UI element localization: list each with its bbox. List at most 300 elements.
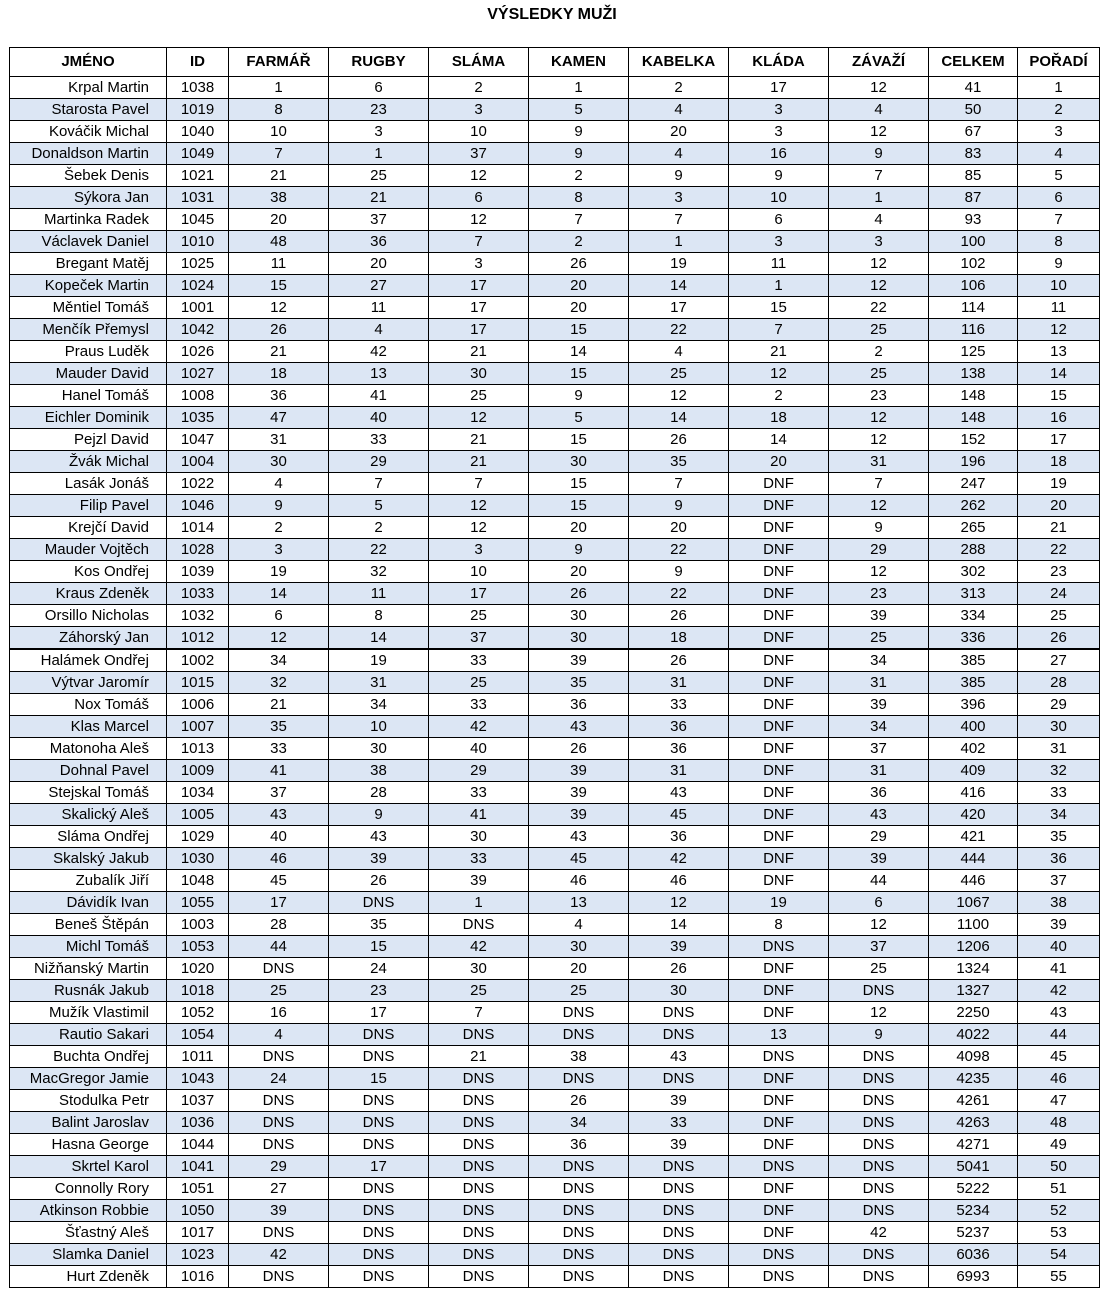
cell-klada: DNF [729,716,829,738]
table-row [10,738,1100,760]
cell-id: 1037 [167,1090,229,1112]
cell-slama: 30 [429,826,529,848]
cell-name: Martinka Radek [10,209,167,231]
table-row [10,495,1100,517]
cell-klada: DNS [729,1046,829,1068]
cell-kabelka: 22 [629,319,729,341]
cell-kamen: 5 [529,99,629,121]
cell-poradi: 8 [1018,231,1100,253]
cell-poradi: 49 [1018,1134,1100,1156]
cell-klada: DNF [729,738,829,760]
cell-kabelka: 9 [629,495,729,517]
cell-id: 1004 [167,451,229,473]
cell-klada: DNF [729,539,829,561]
cell-kabelka: 35 [629,451,729,473]
cell-name: Filip Pavel [10,495,167,517]
cell-kamen: 15 [529,363,629,385]
table-row [10,561,1100,583]
cell-id: 1046 [167,495,229,517]
cell-kabelka: 4 [629,99,729,121]
cell-zavazi: 22 [829,297,929,319]
cell-kabelka: 20 [629,121,729,143]
table-row [10,980,1100,1002]
cell-kabelka: 9 [629,165,729,187]
cell-rugby: 6 [329,77,429,99]
cell-poradi: 1 [1018,77,1100,99]
cell-id: 1008 [167,385,229,407]
cell-id: 1041 [167,1156,229,1178]
cell-kabelka: 39 [629,1134,729,1156]
cell-klada: DNS [729,1244,829,1266]
cell-id: 1027 [167,363,229,385]
cell-slama: 25 [429,672,529,694]
cell-id: 1052 [167,1002,229,1024]
cell-kamen: DNS [529,1024,629,1046]
cell-zavazi: 2 [829,341,929,363]
cell-rugby: 38 [329,760,429,782]
cell-name: MacGregor Jamie [10,1068,167,1090]
cell-zavazi: 31 [829,451,929,473]
cell-zavazi: 4 [829,209,929,231]
cell-poradi: 11 [1018,297,1100,319]
cell-poradi: 35 [1018,826,1100,848]
table-row [10,99,1100,121]
cell-farmar: 20 [229,209,329,231]
cell-poradi: 25 [1018,605,1100,627]
cell-slama: 17 [429,319,529,341]
cell-kamen: 39 [529,782,629,804]
cell-kamen: 26 [529,738,629,760]
cell-rugby: DNS [329,1090,429,1112]
cell-poradi: 20 [1018,495,1100,517]
cell-rugby: 29 [329,451,429,473]
cell-name: Kopeček Martin [10,275,167,297]
column-header-farmar: FARMÁŘ [229,48,329,77]
cell-zavazi: 36 [829,782,929,804]
cell-slama: 33 [429,848,529,870]
cell-rugby: 39 [329,848,429,870]
cell-poradi: 55 [1018,1266,1100,1288]
cell-celkem: 5041 [929,1156,1018,1178]
cell-kamen: 43 [529,826,629,848]
cell-kamen: 8 [529,187,629,209]
table-row [10,958,1100,980]
cell-celkem: 6036 [929,1244,1018,1266]
cell-kamen: 43 [529,716,629,738]
cell-kabelka: 22 [629,539,729,561]
cell-poradi: 22 [1018,539,1100,561]
cell-rugby: DNS [329,892,429,914]
cell-celkem: 409 [929,760,1018,782]
cell-klada: 14 [729,429,829,451]
cell-klada: DNF [729,826,829,848]
cell-poradi: 36 [1018,848,1100,870]
table-row [10,649,1100,672]
cell-farmar: 4 [229,473,329,495]
cell-kamen: 30 [529,605,629,627]
cell-kamen: 5 [529,407,629,429]
cell-slama: 10 [429,561,529,583]
cell-kamen: DNS [529,1222,629,1244]
cell-slama: 25 [429,605,529,627]
cell-kamen: 20 [529,517,629,539]
cell-farmar: 8 [229,99,329,121]
cell-klada: 12 [729,363,829,385]
cell-farmar: 18 [229,363,329,385]
column-header-id: ID [167,48,229,77]
cell-kabelka: 36 [629,716,729,738]
cell-kamen: DNS [529,1002,629,1024]
table-row [10,1024,1100,1046]
cell-zavazi: 12 [829,275,929,297]
cell-name: Mužík Vlastimil [10,1002,167,1024]
cell-id: 1047 [167,429,229,451]
cell-klada: DNF [729,583,829,605]
cell-rugby: 33 [329,429,429,451]
cell-name: Hanel Tomáš [10,385,167,407]
cell-poradi: 18 [1018,451,1100,473]
cell-klada: DNF [729,672,829,694]
cell-klada: 19 [729,892,829,914]
cell-name: Šebek Denis [10,165,167,187]
cell-kamen: 15 [529,319,629,341]
cell-klada: DNF [729,1112,829,1134]
table-row [10,1266,1100,1288]
cell-name: Krpal Martin [10,77,167,99]
table-row [10,539,1100,561]
cell-rugby: 14 [329,627,429,650]
cell-klada: 15 [729,297,829,319]
cell-name: Dávidík Ivan [10,892,167,914]
table-row [10,363,1100,385]
cell-farmar: 7 [229,143,329,165]
cell-rugby: DNS [329,1046,429,1068]
cell-zavazi: 1 [829,187,929,209]
cell-celkem: 100 [929,231,1018,253]
cell-kabelka: 26 [629,958,729,980]
cell-id: 1010 [167,231,229,253]
table-row [10,429,1100,451]
cell-zavazi: DNS [829,1156,929,1178]
cell-rugby: 20 [329,253,429,275]
cell-klada: 18 [729,407,829,429]
cell-farmar: 46 [229,848,329,870]
cell-slama: 42 [429,936,529,958]
cell-farmar: 15 [229,275,329,297]
cell-celkem: 5234 [929,1200,1018,1222]
cell-kamen: 9 [529,539,629,561]
cell-rugby: 19 [329,649,429,672]
cell-celkem: 416 [929,782,1018,804]
cell-slama: 42 [429,716,529,738]
cell-farmar: 30 [229,451,329,473]
cell-poradi: 40 [1018,936,1100,958]
cell-poradi: 43 [1018,1002,1100,1024]
cell-zavazi: DNS [829,1134,929,1156]
cell-id: 1006 [167,694,229,716]
cell-klada: 1 [729,275,829,297]
cell-celkem: 83 [929,143,1018,165]
cell-farmar: 14 [229,583,329,605]
cell-kamen: DNS [529,1244,629,1266]
cell-celkem: 114 [929,297,1018,319]
cell-rugby: 25 [329,165,429,187]
table-row [10,165,1100,187]
cell-rugby: 34 [329,694,429,716]
cell-slama: 10 [429,121,529,143]
cell-name: Hurt Zdeněk [10,1266,167,1288]
cell-slama: 37 [429,143,529,165]
cell-celkem: 247 [929,473,1018,495]
cell-farmar: 31 [229,429,329,451]
cell-klada: 11 [729,253,829,275]
cell-poradi: 47 [1018,1090,1100,1112]
cell-id: 1020 [167,958,229,980]
cell-zavazi: 39 [829,605,929,627]
cell-kabelka: DNS [629,1244,729,1266]
cell-rugby: 32 [329,561,429,583]
cell-name: Václavek Daniel [10,231,167,253]
cell-kabelka: 26 [629,649,729,672]
cell-kamen: 9 [529,143,629,165]
cell-slama: 12 [429,209,529,231]
cell-rugby: 17 [329,1156,429,1178]
cell-celkem: 446 [929,870,1018,892]
cell-zavazi: 12 [829,253,929,275]
cell-name: Kováčik Michal [10,121,167,143]
cell-rugby: 3 [329,121,429,143]
cell-klada: 3 [729,121,829,143]
cell-celkem: 4098 [929,1046,1018,1068]
cell-slama: DNS [429,1178,529,1200]
cell-klada: DNS [729,936,829,958]
cell-kamen: 15 [529,429,629,451]
cell-kamen: 30 [529,936,629,958]
cell-kamen: 25 [529,980,629,1002]
cell-kabelka: 1 [629,231,729,253]
cell-zavazi: DNS [829,980,929,1002]
table-row [10,782,1100,804]
table-row [10,716,1100,738]
cell-celkem: 50 [929,99,1018,121]
cell-klada: DNF [729,848,829,870]
cell-kabelka: DNS [629,1222,729,1244]
cell-klada: DNF [729,1200,829,1222]
cell-zavazi: 34 [829,649,929,672]
cell-slama: 7 [429,473,529,495]
cell-kabelka: 4 [629,143,729,165]
cell-kabelka: 36 [629,738,729,760]
cell-farmar: 19 [229,561,329,583]
cell-farmar: 40 [229,826,329,848]
cell-poradi: 6 [1018,187,1100,209]
cell-poradi: 12 [1018,319,1100,341]
table-row [10,870,1100,892]
cell-zavazi: DNS [829,1068,929,1090]
cell-kabelka: 26 [629,429,729,451]
cell-celkem: 288 [929,539,1018,561]
cell-kamen: 26 [529,253,629,275]
cell-slama: DNS [429,1156,529,1178]
cell-kamen: 2 [529,231,629,253]
cell-rugby: 24 [329,958,429,980]
cell-name: Hasna George [10,1134,167,1156]
cell-slama: DNS [429,1200,529,1222]
cell-rugby: 23 [329,980,429,1002]
cell-name: Záhorský Jan [10,627,167,650]
cell-kabelka: 33 [629,1112,729,1134]
cell-kamen: 9 [529,385,629,407]
cell-slama: 6 [429,187,529,209]
cell-name: Atkinson Robbie [10,1200,167,1222]
cell-name: Bregant Matěj [10,253,167,275]
cell-kabelka: 9 [629,561,729,583]
cell-celkem: 302 [929,561,1018,583]
cell-kamen: 14 [529,341,629,363]
table-row [10,936,1100,958]
table-row [10,672,1100,694]
cell-kabelka: 25 [629,363,729,385]
cell-zavazi: 29 [829,539,929,561]
cell-zavazi: 12 [829,121,929,143]
cell-farmar: 21 [229,341,329,363]
cell-name: Starosta Pavel [10,99,167,121]
cell-slama: 3 [429,253,529,275]
table-row [10,407,1100,429]
table-row [10,605,1100,627]
table-row [10,297,1100,319]
cell-farmar: DNS [229,1112,329,1134]
cell-slama: 12 [429,517,529,539]
cell-poradi: 19 [1018,473,1100,495]
cell-slama: 21 [429,1046,529,1068]
cell-kamen: 2 [529,165,629,187]
cell-celkem: 4271 [929,1134,1018,1156]
cell-id: 1012 [167,627,229,650]
cell-slama: 7 [429,1002,529,1024]
cell-id: 1054 [167,1024,229,1046]
cell-kamen: 36 [529,694,629,716]
cell-farmar: 42 [229,1244,329,1266]
cell-slama: DNS [429,1266,529,1288]
cell-rugby: 43 [329,826,429,848]
cell-farmar: 29 [229,1156,329,1178]
cell-kabelka: 4 [629,341,729,363]
table-row [10,804,1100,826]
cell-zavazi: 9 [829,143,929,165]
column-header-rugby: RUGBY [329,48,429,77]
cell-klada: 2 [729,385,829,407]
cell-kamen: 26 [529,1090,629,1112]
cell-id: 1025 [167,253,229,275]
cell-celkem: 85 [929,165,1018,187]
cell-id: 1028 [167,539,229,561]
cell-slama: DNS [429,1244,529,1266]
cell-celkem: 1100 [929,914,1018,936]
cell-kamen: 15 [529,473,629,495]
cell-kamen: DNS [529,1266,629,1288]
page-title: VÝSLEDKY MUŽI [487,6,617,23]
cell-poradi: 51 [1018,1178,1100,1200]
cell-farmar: DNS [229,1090,329,1112]
cell-slama: DNS [429,1134,529,1156]
table-row [10,275,1100,297]
cell-zavazi: 37 [829,738,929,760]
cell-id: 1049 [167,143,229,165]
cell-farmar: DNS [229,1222,329,1244]
cell-zavazi: 42 [829,1222,929,1244]
cell-poradi: 30 [1018,716,1100,738]
cell-kamen: 9 [529,121,629,143]
cell-id: 1034 [167,782,229,804]
cell-id: 1053 [167,936,229,958]
cell-kabelka: 14 [629,275,729,297]
cell-name: Matonoha Aleš [10,738,167,760]
cell-celkem: 102 [929,253,1018,275]
cell-klada: DNF [729,958,829,980]
column-header-poradi: POŘADÍ [1018,48,1100,77]
cell-klada: DNF [729,804,829,826]
table-row [10,1068,1100,1090]
cell-name: Slamka Daniel [10,1244,167,1266]
cell-kamen: 30 [529,451,629,473]
cell-poradi: 5 [1018,165,1100,187]
cell-rugby: 21 [329,187,429,209]
cell-name: Balint Jaroslav [10,1112,167,1134]
cell-zavazi: 12 [829,77,929,99]
cell-klada: DNF [729,649,829,672]
cell-name: Stejskal Tomáš [10,782,167,804]
cell-farmar: DNS [229,958,329,980]
cell-zavazi: 9 [829,517,929,539]
table-row [10,627,1100,650]
table-row [10,517,1100,539]
cell-klada: 3 [729,99,829,121]
cell-slama: 40 [429,738,529,760]
cell-celkem: 402 [929,738,1018,760]
cell-id: 1021 [167,165,229,187]
cell-id: 1039 [167,561,229,583]
cell-celkem: 1206 [929,936,1018,958]
cell-name: Výtvar Jaromír [10,672,167,694]
cell-name: Šťastný Aleš [10,1222,167,1244]
cell-kamen: DNS [529,1178,629,1200]
cell-zavazi: 34 [829,716,929,738]
cell-poradi: 48 [1018,1112,1100,1134]
cell-poradi: 44 [1018,1024,1100,1046]
cell-rugby: DNS [329,1222,429,1244]
cell-poradi: 33 [1018,782,1100,804]
cell-id: 1045 [167,209,229,231]
cell-celkem: 265 [929,517,1018,539]
cell-farmar: 33 [229,738,329,760]
column-header-kamen: KAMEN [529,48,629,77]
cell-kamen: 38 [529,1046,629,1068]
cell-klada: DNF [729,627,829,650]
cell-id: 1017 [167,1222,229,1244]
table-row [10,1134,1100,1156]
cell-name: Rautio Sakari [10,1024,167,1046]
cell-klada: DNF [729,870,829,892]
column-header-slama: SLÁMA [429,48,529,77]
cell-slama: 17 [429,275,529,297]
cell-klada: DNF [729,1134,829,1156]
cell-id: 1029 [167,826,229,848]
cell-id: 1001 [167,297,229,319]
table-row [10,231,1100,253]
table-row [10,253,1100,275]
cell-kamen: 45 [529,848,629,870]
